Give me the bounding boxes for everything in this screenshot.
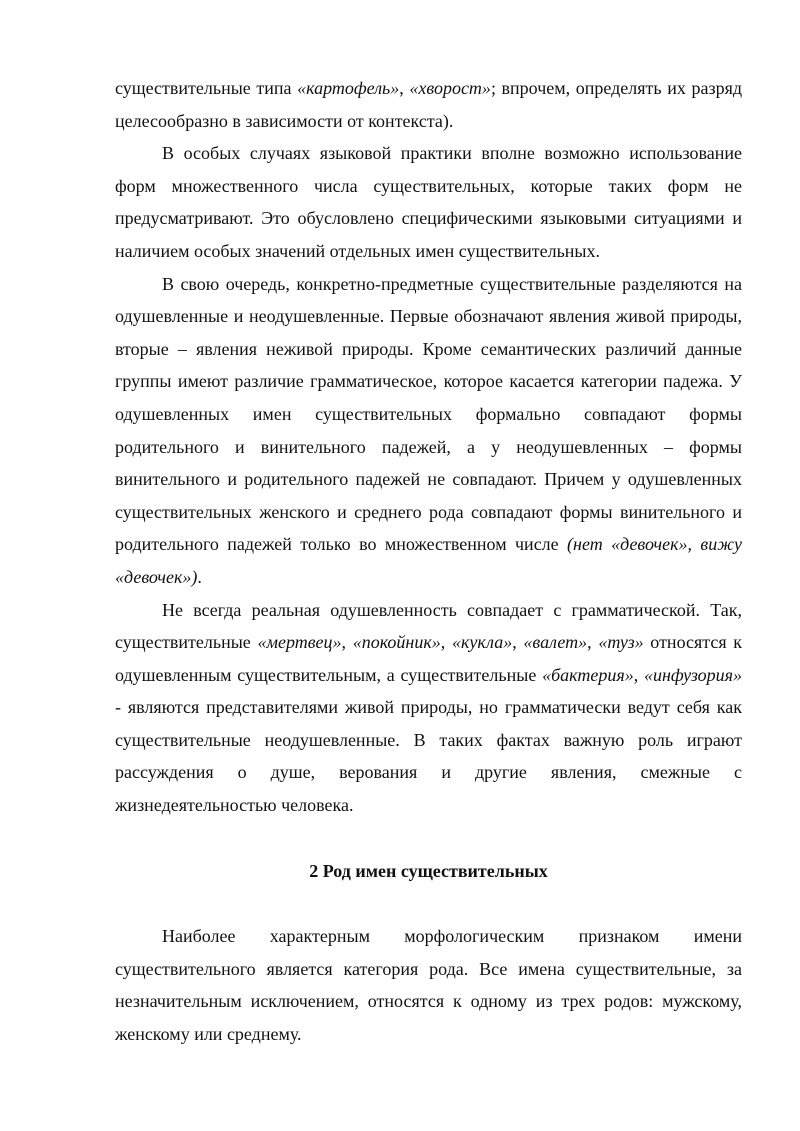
italic-run: «туз» — [598, 632, 644, 653]
italic-run: (нет «девочек», вижу «девочек») — [115, 534, 742, 587]
paragraph-2 — [115, 137, 742, 267]
text-run: , — [399, 78, 410, 98]
italic-run: «валет» — [523, 632, 588, 653]
text-run: , — [341, 632, 353, 653]
text-run: - являются представителями живой природы, но грамматически ведут себя как существительные неодушевленные. В таких фактах важную роль играют рассуждения о душе, верования и другие явления, смежные с жизнедеятельностью человека. — [115, 697, 742, 816]
text-run: В свою очередь, конкретно-предметные существительные разделяются на одушевленные и неодушевленные. Первые обозначают явления живой природы, вторые – явления неживой природы. Кроме семантических различий данные группы имеют различие грамматическое, которое касается категории падежа. У одушевленных имен существительных формально совпадают формы родительного и винительного падежей, а у неодушевленных – формы винительного и родительного падежей не совпадают. Причем у одушевленных существительных женского и среднего рода совпадают формы винительного и родительного падежей только во множественном числе — [115, 273, 742, 555]
italic-run: «инфузория» — [644, 664, 743, 685]
document-body — [115, 72, 742, 1051]
text-run: относятся к одушевленным существительным, а существительные — [115, 632, 743, 685]
text-run: В особых случаях языковой практики вполне возможно использование форм множественного числа существительных, которые таких форм не предусматривают. Это обусловлено специфическими языковыми ситуациями и наличием особых значений отдельных имен существительных. — [115, 143, 742, 261]
text-run: существительные типа — [115, 78, 298, 98]
text-run: , — [440, 632, 452, 653]
paragraph-5 — [115, 920, 742, 1050]
text-run: , — [587, 632, 599, 653]
section-heading: 2 Род имен существительных — [309, 860, 548, 881]
paragraph-4 — [115, 594, 742, 822]
paragraph-1 — [115, 72, 742, 137]
text-run: Наиболее характерным морфологическим признаком имени существительного является категория рода. Все имена существительные, за незначительным исключением, относятся к одному из трех родов: мужскому, женскому или среднему. — [115, 926, 742, 1045]
text-run: , — [512, 632, 524, 653]
text-run: ; впрочем, определять их разряд целесообразно в зависимости от контекста). — [115, 78, 743, 131]
text-run: Не всегда реальная одушевленность совпадает с грамматической. Так, существительные — [115, 599, 742, 653]
text-run: . — [197, 566, 202, 587]
italic-run: «картофель» — [297, 78, 400, 98]
text-run: , — [633, 664, 644, 685]
paragraph-3 — [115, 268, 742, 594]
italic-run: «мертвец» — [257, 632, 342, 653]
italic-run: «покойник» — [352, 632, 441, 653]
italic-run: «бактерия» — [542, 664, 634, 685]
italic-run: «кукла» — [451, 632, 513, 653]
italic-run: «хворост» — [409, 78, 491, 98]
